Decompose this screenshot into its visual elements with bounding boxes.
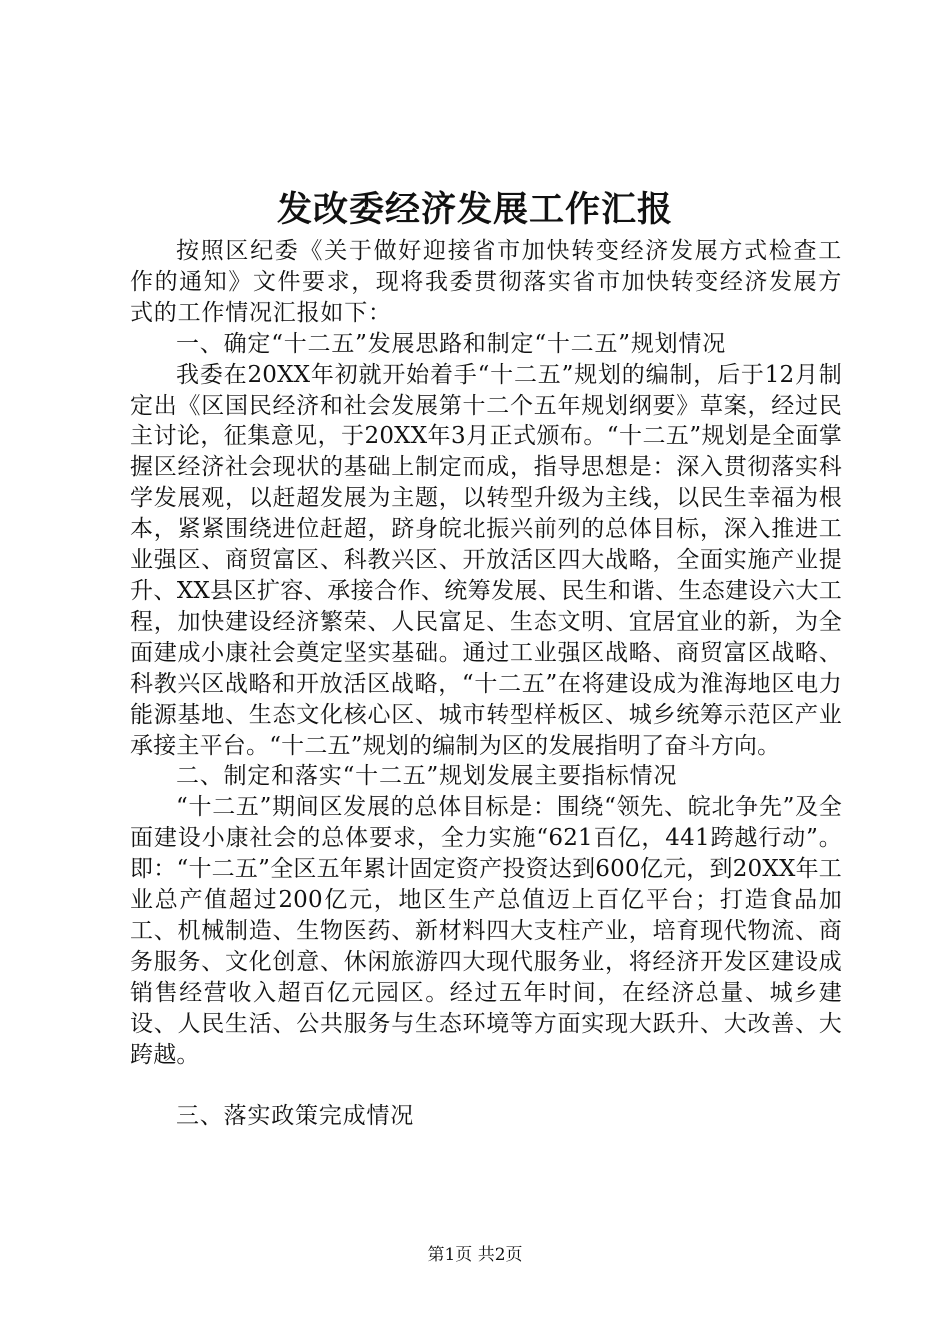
page-footer: 第1页 共2页 — [427, 1245, 523, 1265]
section-heading-2: 二、制定和落实“十二五”规划发展主要指标情况 — [176, 763, 678, 790]
intro-paragraph: 按照区纪委《关于做好迎接省市加快转变经济发展方式检查工作的通知》文件要求，现将我委贯彻落实省市加快转变经济发展方式的工作情况汇报如下： — [130, 238, 842, 326]
document-body — [130, 236, 842, 1132]
section-1-paragraph: 我委在20XX年初就开始着手“十二五”规划的编制，后于12月制定出《区国民经济和社会发展第十二个五年规划纲要》草案，经过民主讨论，征集意见，于20XX年3月正式颁布。“十二五”规划是全面掌握区经济社会现状的基础上制定而成，指导思想是：深入贯彻落实科学发展观，以赶超发展为主题，以转型升级为主线，以民生幸福为根本，紧紧围绕进位赶超，跻身皖北振兴前列的总体目标，深入推进工业强区、商贸富区、科教兴区、开放活区四大战略，全面实施产业提升、XX县区扩容、承接合作、统筹发展、民生和谐、生态建设六大工程，加快建设经济繁荣、人民富足、生态文明、宜居宜业的新，为全面建成小康社会奠定坚实基础。通过工业强区战略、商贸富区战略、科教兴区战略和开放活区战略，“十二五”在将建设成为淮海地区电力能源基地、生态文化核心区、城市转型样板区、城乡统筹示范区产业承接主平台。“十二五”规划的编制为区的发展指明了奋斗方向。 — [130, 361, 842, 759]
section-heading-1: 一、确定“十二五”发展思路和制定“十二五”规划情况 — [176, 330, 727, 357]
section-heading-3: 三、落实政策完成情况 — [176, 1103, 414, 1130]
section-2-paragraph: “十二五”期间区发展的总体目标是：围绕“领先、皖北争先”及全面建设小康社会的总体要求，全力实施“621百亿，441跨越行动”。即：“十二五”全区五年累计固定资产投资达到600亿元，到20XX年工业总产值超过200亿元，地区生产总值迈上百亿平台；打造食品加工、机械制造、生物医药、新材料四大支柱产业，培育现代物流、商务服务、文化创意、休闲旅游四大现代服务业，将经济开发区建设成销售经营收入超百亿元园区。经过五年时间，在经济总量、城乡建设、人民生活、公共服务与生态环境等方面实现大跃升、大改善、大跨越。 — [130, 794, 842, 1068]
document-title: 发改委经济发展工作汇报 — [276, 189, 673, 230]
